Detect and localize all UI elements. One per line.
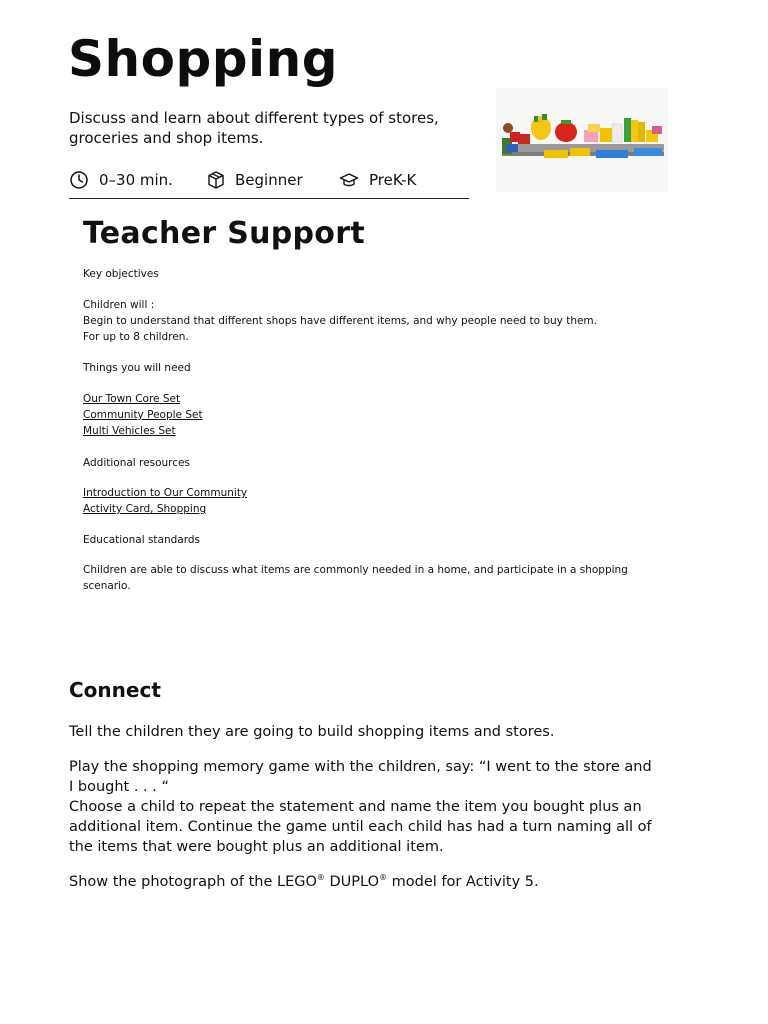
page-subtitle: Discuss and learn about different types of stores, groceries and shop items. bbox=[69, 109, 439, 147]
key-objectives-label: Key objectives bbox=[83, 268, 159, 280]
level-meta bbox=[207, 170, 303, 190]
p4-part-3: model for Activity 5. bbox=[387, 874, 539, 890]
multi-vehicles-set-link[interactable]: Multi Vehicles Set bbox=[83, 425, 176, 437]
box-icon bbox=[207, 170, 225, 190]
objective-text: Begin to understand that different shops have different items, and why people need to buy them. bbox=[83, 315, 598, 327]
page-title: Shopping bbox=[68, 30, 339, 88]
connect-paragraph-3: Choose a child to repeat the statement and name the item you bought plus an additional item. Continue the game until each child has had a turn naming all of the items that were bought plus an additional item. bbox=[69, 799, 652, 855]
graduation-cap-icon bbox=[339, 170, 359, 190]
connect-paragraph-2: Play the shopping memory game with the children, say: “I went to the store and I bought . . . “ bbox=[69, 759, 652, 795]
duration-meta bbox=[69, 170, 173, 190]
lesson-meta-row bbox=[69, 168, 469, 199]
duration-text: 0–30 min. bbox=[99, 171, 173, 189]
connect-paragraph-1: Tell the children they are going to build shopping items and stores. bbox=[69, 724, 555, 740]
clock-icon bbox=[69, 170, 89, 190]
our-town-core-set-link[interactable]: Our Town Core Set bbox=[83, 393, 181, 405]
p4-part-2: DUPLO bbox=[324, 874, 380, 890]
registered-mark: ® bbox=[316, 873, 325, 883]
level-text: Beginner bbox=[235, 171, 303, 189]
connect-paragraph-4 bbox=[69, 872, 669, 892]
p4-part-1: Show the photograph of the LEGO bbox=[69, 874, 317, 890]
connect-title: Connect bbox=[69, 678, 161, 702]
standards-label: Educational standards bbox=[83, 534, 201, 546]
group-size-text: For up to 8 children. bbox=[83, 331, 189, 343]
children-will-label: Children will : bbox=[83, 299, 155, 311]
standards-text: Children are able to discuss what items are commonly needed in a home, and participate in a shopping scenario. bbox=[83, 564, 628, 592]
duplo-model-image bbox=[496, 88, 668, 192]
additional-resources-label: Additional resources bbox=[83, 457, 190, 469]
things-needed-label: Things you will need bbox=[83, 362, 191, 374]
community-people-set-link[interactable]: Community People Set bbox=[83, 409, 203, 421]
introduction-link[interactable]: Introduction to Our Community bbox=[83, 487, 248, 499]
teacher-support-title: Teacher Support bbox=[83, 216, 365, 251]
activity-card-link[interactable]: Activity Card, Shopping bbox=[83, 503, 207, 515]
grade-text: PreK-K bbox=[369, 171, 417, 189]
grade-meta bbox=[339, 170, 416, 190]
registered-mark: ® bbox=[379, 873, 388, 883]
